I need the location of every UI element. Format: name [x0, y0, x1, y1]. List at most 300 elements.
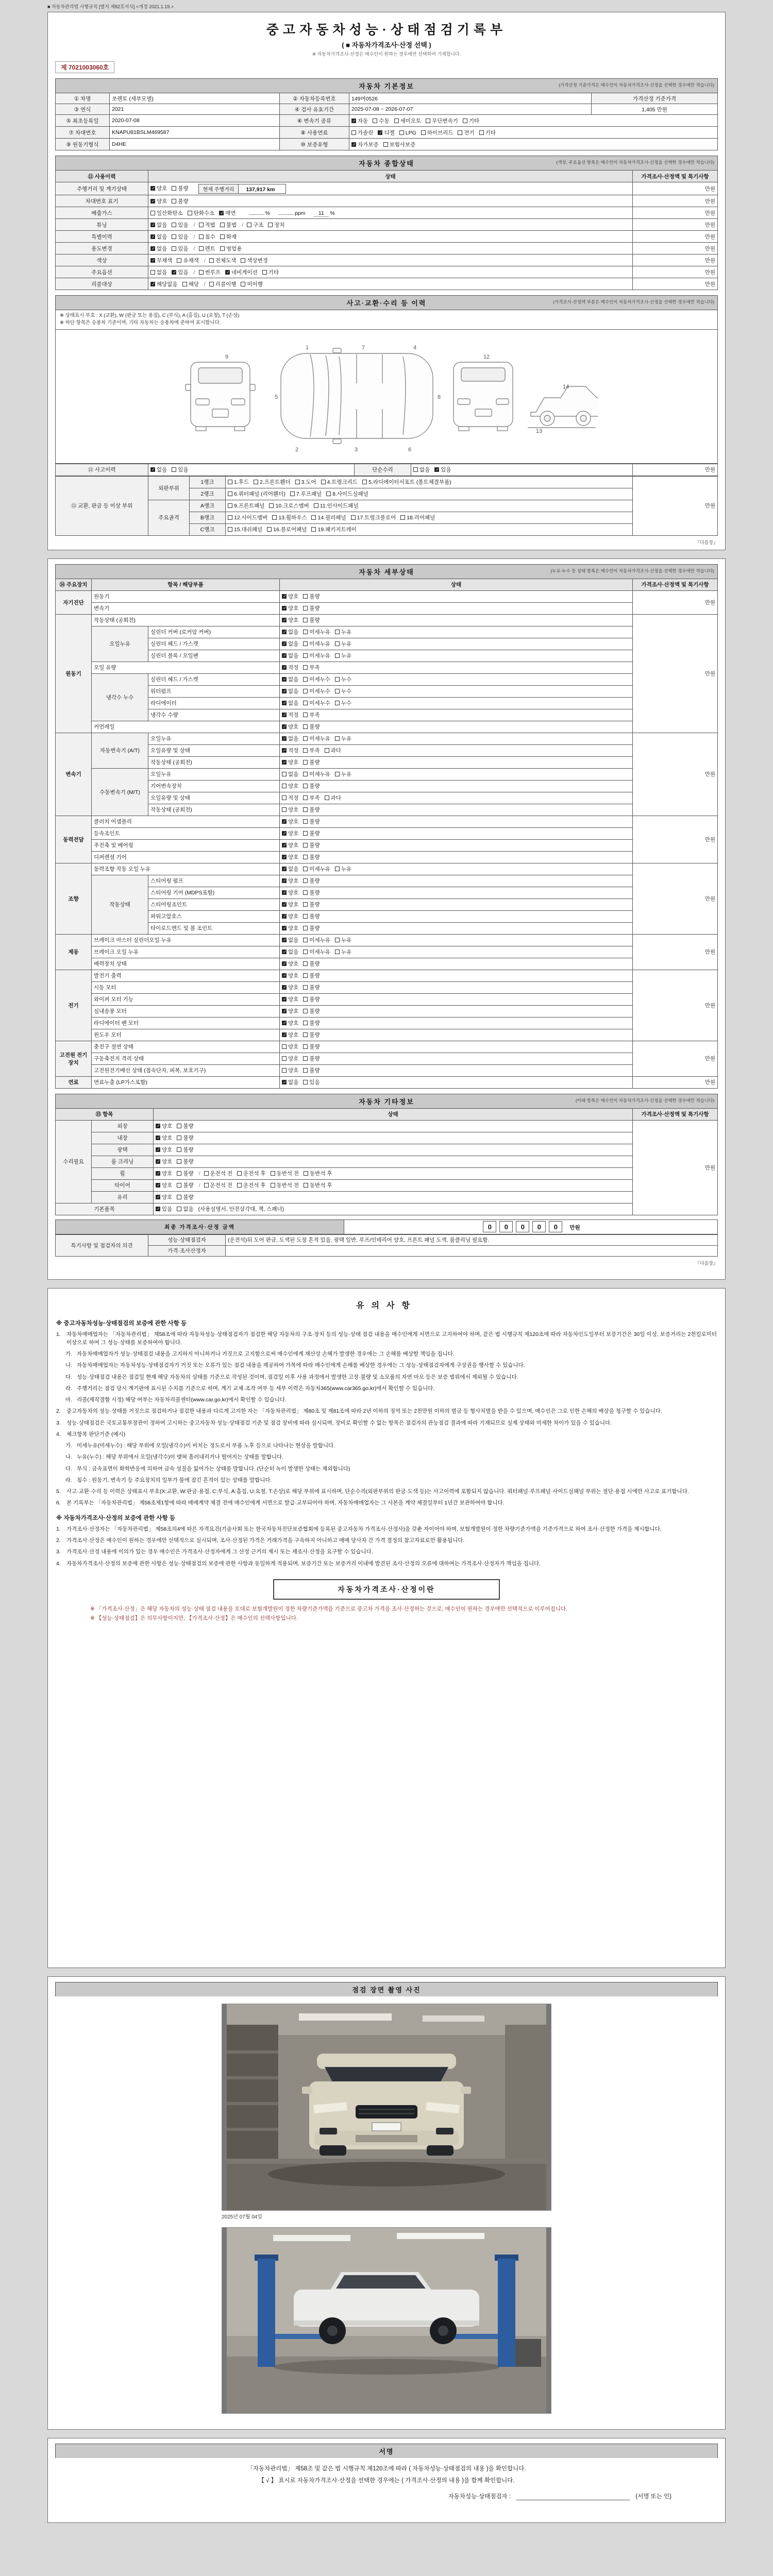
- checked-checkbox-icon[interactable]: [282, 594, 287, 599]
- checkbox-option[interactable]: [271, 1170, 299, 1177]
- checkbox-option[interactable]: [282, 699, 298, 707]
- checkbox-option[interactable]: [156, 1170, 172, 1177]
- checkbox-option[interactable]: [373, 117, 389, 125]
- checked-checkbox-icon[interactable]: [150, 234, 155, 239]
- checkbox-option[interactable]: [303, 652, 330, 659]
- unchecked-checkbox-icon[interactable]: [303, 665, 308, 670]
- checkbox-option[interactable]: [303, 782, 320, 790]
- checked-checkbox-icon[interactable]: [282, 1009, 287, 1013]
- checkbox-option[interactable]: [199, 245, 215, 252]
- unchecked-checkbox-icon[interactable]: [303, 950, 308, 954]
- unchecked-checkbox-icon[interactable]: [311, 527, 316, 532]
- checked-checkbox-icon[interactable]: [282, 973, 287, 978]
- checkbox-option[interactable]: [209, 257, 237, 264]
- unchecked-checkbox-icon[interactable]: [228, 527, 232, 532]
- checked-checkbox-icon[interactable]: [156, 1207, 160, 1211]
- checkbox-option[interactable]: [303, 604, 320, 612]
- checkbox-option[interactable]: [282, 1031, 298, 1039]
- checkbox-option[interactable]: [282, 640, 298, 648]
- unchecked-checkbox-icon[interactable]: [282, 1044, 287, 1049]
- checkbox-option[interactable]: [219, 209, 236, 217]
- checkbox-option[interactable]: [220, 221, 237, 229]
- unchecked-checkbox-icon[interactable]: [267, 527, 272, 532]
- checkbox-option[interactable]: [282, 877, 298, 885]
- unchecked-checkbox-icon[interactable]: [209, 282, 214, 286]
- checked-checkbox-icon[interactable]: [282, 618, 287, 622]
- unchecked-checkbox-icon[interactable]: [172, 223, 176, 227]
- checkbox-option[interactable]: [303, 936, 330, 944]
- checkbox-option[interactable]: [177, 1134, 193, 1142]
- checked-checkbox-icon[interactable]: [172, 270, 176, 275]
- checkbox-option[interactable]: [311, 514, 346, 521]
- checkbox-option[interactable]: [463, 117, 479, 125]
- unchecked-checkbox-icon[interactable]: [335, 689, 340, 693]
- checked-checkbox-icon[interactable]: [150, 199, 155, 204]
- checkbox-option[interactable]: [282, 723, 298, 731]
- checkbox-option[interactable]: [335, 699, 351, 707]
- checkbox-option[interactable]: [303, 865, 330, 873]
- unchecked-checkbox-icon[interactable]: [303, 985, 308, 990]
- checkbox-option[interactable]: [228, 502, 264, 510]
- checkbox-option[interactable]: [303, 794, 320, 802]
- checked-checkbox-icon[interactable]: [150, 282, 155, 286]
- unchecked-checkbox-icon[interactable]: [272, 515, 277, 520]
- unchecked-checkbox-icon[interactable]: [150, 270, 155, 275]
- unchecked-checkbox-icon[interactable]: [303, 973, 308, 978]
- unchecked-checkbox-icon[interactable]: [268, 223, 273, 227]
- unchecked-checkbox-icon[interactable]: [303, 677, 308, 682]
- checkbox-option[interactable]: [228, 526, 262, 533]
- unchecked-checkbox-icon[interactable]: [220, 246, 225, 251]
- unchecked-checkbox-icon[interactable]: [463, 118, 467, 123]
- unchecked-checkbox-icon[interactable]: [321, 480, 326, 484]
- unchecked-checkbox-icon[interactable]: [269, 503, 274, 508]
- checked-checkbox-icon[interactable]: [156, 1183, 160, 1188]
- unchecked-checkbox-icon[interactable]: [247, 223, 251, 227]
- checkbox-option[interactable]: [362, 478, 451, 486]
- checked-checkbox-icon[interactable]: [282, 701, 287, 705]
- checked-checkbox-icon[interactable]: [150, 186, 155, 191]
- checkbox-option[interactable]: [282, 1078, 298, 1086]
- unchecked-checkbox-icon[interactable]: [282, 795, 287, 800]
- checkbox-option[interactable]: [271, 1181, 299, 1189]
- checked-checkbox-icon[interactable]: [282, 724, 287, 729]
- checkbox-option[interactable]: [282, 782, 298, 790]
- checkbox-option[interactable]: [172, 466, 188, 473]
- checkbox-option[interactable]: [225, 268, 258, 276]
- unchecked-checkbox-icon[interactable]: [228, 492, 232, 496]
- checked-checkbox-icon[interactable]: [282, 689, 287, 693]
- checkbox-option[interactable]: [282, 687, 298, 695]
- checkbox-option[interactable]: [282, 675, 298, 683]
- checked-checkbox-icon[interactable]: [351, 118, 356, 123]
- checkbox-option[interactable]: [204, 1181, 233, 1189]
- checkbox-option[interactable]: [351, 141, 379, 148]
- unchecked-checkbox-icon[interactable]: [303, 878, 308, 883]
- checkbox-option[interactable]: [209, 280, 237, 288]
- unchecked-checkbox-icon[interactable]: [177, 1136, 181, 1140]
- checkbox-option[interactable]: [282, 865, 298, 873]
- checkbox-option[interactable]: [335, 735, 351, 742]
- checkbox-option[interactable]: [303, 1066, 320, 1074]
- unchecked-checkbox-icon[interactable]: [303, 772, 308, 776]
- unchecked-checkbox-icon[interactable]: [303, 997, 308, 1002]
- checkbox-option[interactable]: [303, 1055, 320, 1062]
- unchecked-checkbox-icon[interactable]: [204, 1183, 209, 1188]
- checkbox-option[interactable]: [303, 972, 320, 979]
- checkbox-option[interactable]: [426, 117, 458, 125]
- unchecked-checkbox-icon[interactable]: [335, 677, 340, 682]
- checkbox-option[interactable]: [383, 141, 416, 148]
- checkbox-option[interactable]: [282, 770, 298, 778]
- checkbox-option[interactable]: [421, 129, 453, 137]
- checkbox-option[interactable]: [241, 257, 268, 264]
- checked-checkbox-icon[interactable]: [219, 211, 224, 215]
- checkbox-option[interactable]: [282, 912, 298, 920]
- checked-checkbox-icon[interactable]: [282, 713, 287, 717]
- checkbox-option[interactable]: [237, 1170, 266, 1177]
- checkbox-option[interactable]: [399, 130, 416, 136]
- checkbox-option[interactable]: [172, 233, 188, 241]
- checkbox-option[interactable]: [304, 1181, 332, 1189]
- checkbox-option[interactable]: [220, 233, 237, 241]
- checkbox-option[interactable]: [156, 1193, 172, 1201]
- unchecked-checkbox-icon[interactable]: [303, 926, 308, 930]
- checked-checkbox-icon[interactable]: [282, 665, 287, 670]
- checked-checkbox-icon[interactable]: [282, 760, 287, 765]
- checkbox-option[interactable]: [182, 280, 199, 288]
- checkbox-option[interactable]: [228, 478, 249, 486]
- unchecked-checkbox-icon[interactable]: [303, 653, 308, 658]
- unchecked-checkbox-icon[interactable]: [303, 819, 308, 824]
- checkbox-option[interactable]: [282, 948, 298, 956]
- checkbox-option[interactable]: [150, 209, 183, 217]
- checkbox-option[interactable]: [172, 184, 188, 192]
- checkbox-option[interactable]: [267, 526, 307, 533]
- checked-checkbox-icon[interactable]: [156, 1147, 160, 1152]
- checkbox-option[interactable]: [304, 1170, 332, 1177]
- checkbox-option[interactable]: [188, 209, 215, 217]
- checkbox-option[interactable]: [325, 747, 341, 754]
- unchecked-checkbox-icon[interactable]: [177, 1195, 181, 1199]
- checkbox-option[interactable]: [150, 197, 167, 205]
- unchecked-checkbox-icon[interactable]: [394, 118, 399, 123]
- unchecked-checkbox-icon[interactable]: [290, 492, 295, 496]
- unchecked-checkbox-icon[interactable]: [282, 1056, 287, 1061]
- unchecked-checkbox-icon[interactable]: [237, 1171, 242, 1176]
- unchecked-checkbox-icon[interactable]: [479, 130, 484, 135]
- checkbox-option[interactable]: [326, 490, 368, 498]
- checkbox-option[interactable]: [303, 1007, 320, 1015]
- unchecked-checkbox-icon[interactable]: [199, 246, 204, 251]
- checkbox-option[interactable]: [150, 268, 167, 276]
- checkbox-option[interactable]: [177, 1122, 193, 1130]
- checkbox-option[interactable]: [199, 221, 215, 229]
- checked-checkbox-icon[interactable]: [156, 1136, 160, 1140]
- unchecked-checkbox-icon[interactable]: [311, 515, 316, 520]
- unchecked-checkbox-icon[interactable]: [303, 736, 308, 741]
- checkbox-option[interactable]: [282, 628, 298, 636]
- checkbox-option[interactable]: [282, 1055, 298, 1062]
- unchecked-checkbox-icon[interactable]: [335, 641, 340, 646]
- unchecked-checkbox-icon[interactable]: [177, 1183, 181, 1188]
- unchecked-checkbox-icon[interactable]: [303, 713, 308, 717]
- checkbox-option[interactable]: [282, 664, 298, 671]
- checkbox-option[interactable]: [150, 280, 178, 288]
- unchecked-checkbox-icon[interactable]: [228, 503, 232, 508]
- checkbox-option[interactable]: [268, 221, 284, 229]
- unchecked-checkbox-icon[interactable]: [335, 950, 340, 954]
- unchecked-checkbox-icon[interactable]: [303, 784, 308, 788]
- unchecked-checkbox-icon[interactable]: [172, 199, 176, 204]
- checkbox-option[interactable]: [303, 924, 320, 932]
- checked-checkbox-icon[interactable]: [150, 467, 155, 472]
- checked-checkbox-icon[interactable]: [351, 142, 356, 147]
- checked-checkbox-icon[interactable]: [282, 653, 287, 658]
- unchecked-checkbox-icon[interactable]: [303, 914, 308, 919]
- unchecked-checkbox-icon[interactable]: [282, 807, 287, 812]
- checkbox-option[interactable]: [303, 628, 330, 636]
- checkbox-option[interactable]: [400, 514, 435, 521]
- checkbox-option[interactable]: [156, 1122, 172, 1130]
- unchecked-checkbox-icon[interactable]: [241, 258, 245, 263]
- checked-checkbox-icon[interactable]: [282, 902, 287, 907]
- unchecked-checkbox-icon[interactable]: [303, 890, 308, 895]
- checkbox-option[interactable]: [172, 268, 188, 276]
- unchecked-checkbox-icon[interactable]: [282, 1068, 287, 1073]
- checkbox-option[interactable]: [199, 233, 215, 241]
- unchecked-checkbox-icon[interactable]: [177, 1124, 181, 1128]
- unchecked-checkbox-icon[interactable]: [254, 480, 258, 484]
- checkbox-option[interactable]: [220, 245, 242, 252]
- unchecked-checkbox-icon[interactable]: [303, 831, 308, 836]
- checkbox-option[interactable]: [303, 616, 320, 624]
- checkbox-option[interactable]: [434, 466, 451, 473]
- unchecked-checkbox-icon[interactable]: [172, 186, 176, 191]
- checkbox-option[interactable]: [335, 936, 351, 944]
- checked-checkbox-icon[interactable]: [282, 950, 287, 954]
- checked-checkbox-icon[interactable]: [150, 223, 155, 227]
- checkbox-option[interactable]: [335, 675, 351, 683]
- unchecked-checkbox-icon[interactable]: [325, 795, 329, 800]
- checked-checkbox-icon[interactable]: [282, 819, 287, 824]
- unchecked-checkbox-icon[interactable]: [262, 270, 267, 275]
- checkbox-option[interactable]: [282, 1007, 298, 1015]
- checkbox-option[interactable]: [150, 233, 167, 241]
- unchecked-checkbox-icon[interactable]: [303, 641, 308, 646]
- unchecked-checkbox-icon[interactable]: [303, 1009, 308, 1013]
- unchecked-checkbox-icon[interactable]: [199, 223, 204, 227]
- checkbox-option[interactable]: [282, 735, 298, 742]
- checkbox-option[interactable]: [177, 1146, 193, 1154]
- checkbox-option[interactable]: [282, 960, 298, 968]
- checkbox-option[interactable]: [479, 129, 496, 137]
- checkbox-option[interactable]: [413, 466, 430, 473]
- checkbox-option[interactable]: [156, 1158, 172, 1165]
- checkbox-option[interactable]: [282, 604, 298, 612]
- checkbox-option[interactable]: [303, 995, 320, 1003]
- checkbox-option[interactable]: [282, 829, 298, 837]
- checked-checkbox-icon[interactable]: [282, 641, 287, 646]
- checked-checkbox-icon[interactable]: [156, 1195, 160, 1199]
- unchecked-checkbox-icon[interactable]: [303, 795, 308, 800]
- checkbox-option[interactable]: [303, 1043, 320, 1050]
- unchecked-checkbox-icon[interactable]: [228, 515, 232, 520]
- checkbox-option[interactable]: [150, 221, 167, 229]
- checkbox-option[interactable]: [177, 1181, 193, 1189]
- checkbox-option[interactable]: [282, 901, 298, 908]
- checkbox-option[interactable]: [378, 129, 394, 137]
- checkbox-option[interactable]: [150, 245, 167, 252]
- unchecked-checkbox-icon[interactable]: [303, 689, 308, 693]
- checkbox-option[interactable]: [303, 664, 320, 671]
- checkbox-option[interactable]: [303, 829, 320, 837]
- unchecked-checkbox-icon[interactable]: [271, 1171, 275, 1176]
- unchecked-checkbox-icon[interactable]: [335, 772, 340, 776]
- checked-checkbox-icon[interactable]: [282, 926, 287, 930]
- checkbox-option[interactable]: [269, 502, 309, 510]
- unchecked-checkbox-icon[interactable]: [303, 630, 308, 634]
- unchecked-checkbox-icon[interactable]: [421, 130, 426, 135]
- checkbox-option[interactable]: [282, 818, 298, 825]
- checkbox-option[interactable]: [172, 245, 188, 252]
- unchecked-checkbox-icon[interactable]: [335, 701, 340, 705]
- checkbox-option[interactable]: [177, 1158, 193, 1165]
- checkbox-option[interactable]: [282, 984, 298, 991]
- unchecked-checkbox-icon[interactable]: [303, 938, 308, 942]
- checkbox-option[interactable]: [303, 687, 330, 695]
- checkbox-option[interactable]: [282, 995, 298, 1003]
- unchecked-checkbox-icon[interactable]: [399, 130, 404, 135]
- unchecked-checkbox-icon[interactable]: [303, 1068, 308, 1073]
- checked-checkbox-icon[interactable]: [282, 677, 287, 682]
- unchecked-checkbox-icon[interactable]: [282, 772, 287, 776]
- unchecked-checkbox-icon[interactable]: [362, 480, 367, 484]
- unchecked-checkbox-icon[interactable]: [228, 480, 232, 484]
- checked-checkbox-icon[interactable]: [282, 630, 287, 634]
- checkbox-option[interactable]: [282, 972, 298, 979]
- unchecked-checkbox-icon[interactable]: [326, 492, 331, 496]
- unchecked-checkbox-icon[interactable]: [303, 1021, 308, 1025]
- unchecked-checkbox-icon[interactable]: [335, 867, 340, 871]
- unchecked-checkbox-icon[interactable]: [303, 701, 308, 705]
- checked-checkbox-icon[interactable]: [282, 606, 287, 611]
- checkbox-option[interactable]: [247, 221, 263, 229]
- checked-checkbox-icon[interactable]: [282, 831, 287, 836]
- unchecked-checkbox-icon[interactable]: [303, 724, 308, 729]
- checkbox-option[interactable]: [282, 853, 298, 861]
- unchecked-checkbox-icon[interactable]: [303, 748, 308, 753]
- unchecked-checkbox-icon[interactable]: [209, 258, 214, 263]
- unchecked-checkbox-icon[interactable]: [400, 515, 405, 520]
- checkbox-option[interactable]: [228, 490, 285, 498]
- unchecked-checkbox-icon[interactable]: [325, 748, 329, 753]
- checkbox-option[interactable]: [282, 1066, 298, 1074]
- checkbox-option[interactable]: [156, 1146, 172, 1154]
- checkbox-option[interactable]: [303, 841, 320, 849]
- checked-checkbox-icon[interactable]: [282, 914, 287, 919]
- unchecked-checkbox-icon[interactable]: [426, 118, 430, 123]
- checkbox-option[interactable]: [303, 675, 330, 683]
- checkbox-option[interactable]: [335, 628, 351, 636]
- unchecked-checkbox-icon[interactable]: [220, 234, 225, 239]
- checked-checkbox-icon[interactable]: [282, 938, 287, 942]
- checkbox-option[interactable]: [303, 723, 320, 731]
- checkbox-option[interactable]: [458, 129, 474, 137]
- checkbox-option[interactable]: [335, 652, 351, 659]
- unchecked-checkbox-icon[interactable]: [303, 606, 308, 611]
- checkbox-option[interactable]: [177, 1193, 193, 1201]
- checkbox-option[interactable]: [172, 221, 188, 229]
- checkbox-option[interactable]: [282, 652, 298, 659]
- checkbox-option[interactable]: [303, 592, 320, 600]
- checkbox-option[interactable]: [335, 865, 351, 873]
- checked-checkbox-icon[interactable]: [282, 890, 287, 895]
- checkbox-option[interactable]: [282, 841, 298, 849]
- checked-checkbox-icon[interactable]: [282, 843, 287, 848]
- checkbox-option[interactable]: [303, 984, 320, 991]
- checkbox-option[interactable]: [282, 889, 298, 896]
- checkbox-option[interactable]: [303, 889, 320, 896]
- checkbox-option[interactable]: [303, 735, 330, 742]
- unchecked-checkbox-icon[interactable]: [177, 1171, 181, 1176]
- unchecked-checkbox-icon[interactable]: [182, 282, 187, 286]
- unchecked-checkbox-icon[interactable]: [335, 653, 340, 658]
- unchecked-checkbox-icon[interactable]: [303, 961, 308, 966]
- unchecked-checkbox-icon[interactable]: [335, 736, 340, 741]
- checkbox-option[interactable]: [303, 711, 320, 719]
- unchecked-checkbox-icon[interactable]: [303, 1080, 308, 1084]
- signature-blank[interactable]: [516, 2493, 630, 2500]
- unchecked-checkbox-icon[interactable]: [150, 211, 155, 215]
- unchecked-checkbox-icon[interactable]: [199, 234, 204, 239]
- checkbox-option[interactable]: [303, 699, 330, 707]
- checkbox-option[interactable]: [262, 268, 279, 276]
- unchecked-checkbox-icon[interactable]: [304, 1171, 308, 1176]
- checkbox-option[interactable]: [199, 268, 221, 276]
- unchecked-checkbox-icon[interactable]: [303, 867, 308, 871]
- checkbox-option[interactable]: [156, 1134, 172, 1142]
- checkbox-option[interactable]: [303, 747, 320, 754]
- checkbox-option[interactable]: [228, 514, 267, 521]
- checkbox-option[interactable]: [314, 502, 359, 510]
- checkbox-option[interactable]: [303, 1078, 320, 1086]
- unchecked-checkbox-icon[interactable]: [303, 1056, 308, 1061]
- checkbox-option[interactable]: [394, 117, 422, 125]
- checkbox-option[interactable]: [335, 640, 351, 648]
- unchecked-checkbox-icon[interactable]: [303, 1044, 308, 1049]
- checkbox-option[interactable]: [351, 117, 368, 125]
- unchecked-checkbox-icon[interactable]: [172, 234, 176, 239]
- unchecked-checkbox-icon[interactable]: [303, 760, 308, 765]
- checkbox-option[interactable]: [150, 184, 167, 192]
- checked-checkbox-icon[interactable]: [282, 1021, 287, 1025]
- checkbox-option[interactable]: [237, 1181, 266, 1189]
- checkbox-option[interactable]: [335, 770, 351, 778]
- unchecked-checkbox-icon[interactable]: [295, 480, 300, 484]
- unchecked-checkbox-icon[interactable]: [282, 784, 287, 788]
- checkbox-option[interactable]: [325, 794, 341, 802]
- unchecked-checkbox-icon[interactable]: [303, 1032, 308, 1037]
- unchecked-checkbox-icon[interactable]: [303, 807, 308, 812]
- checkbox-option[interactable]: [282, 794, 298, 802]
- checkbox-option[interactable]: [290, 490, 322, 498]
- checked-checkbox-icon[interactable]: [150, 258, 155, 263]
- checkbox-option[interactable]: [351, 514, 396, 521]
- checkbox-option[interactable]: [172, 197, 188, 205]
- unchecked-checkbox-icon[interactable]: [188, 211, 192, 215]
- unchecked-checkbox-icon[interactable]: [413, 467, 418, 472]
